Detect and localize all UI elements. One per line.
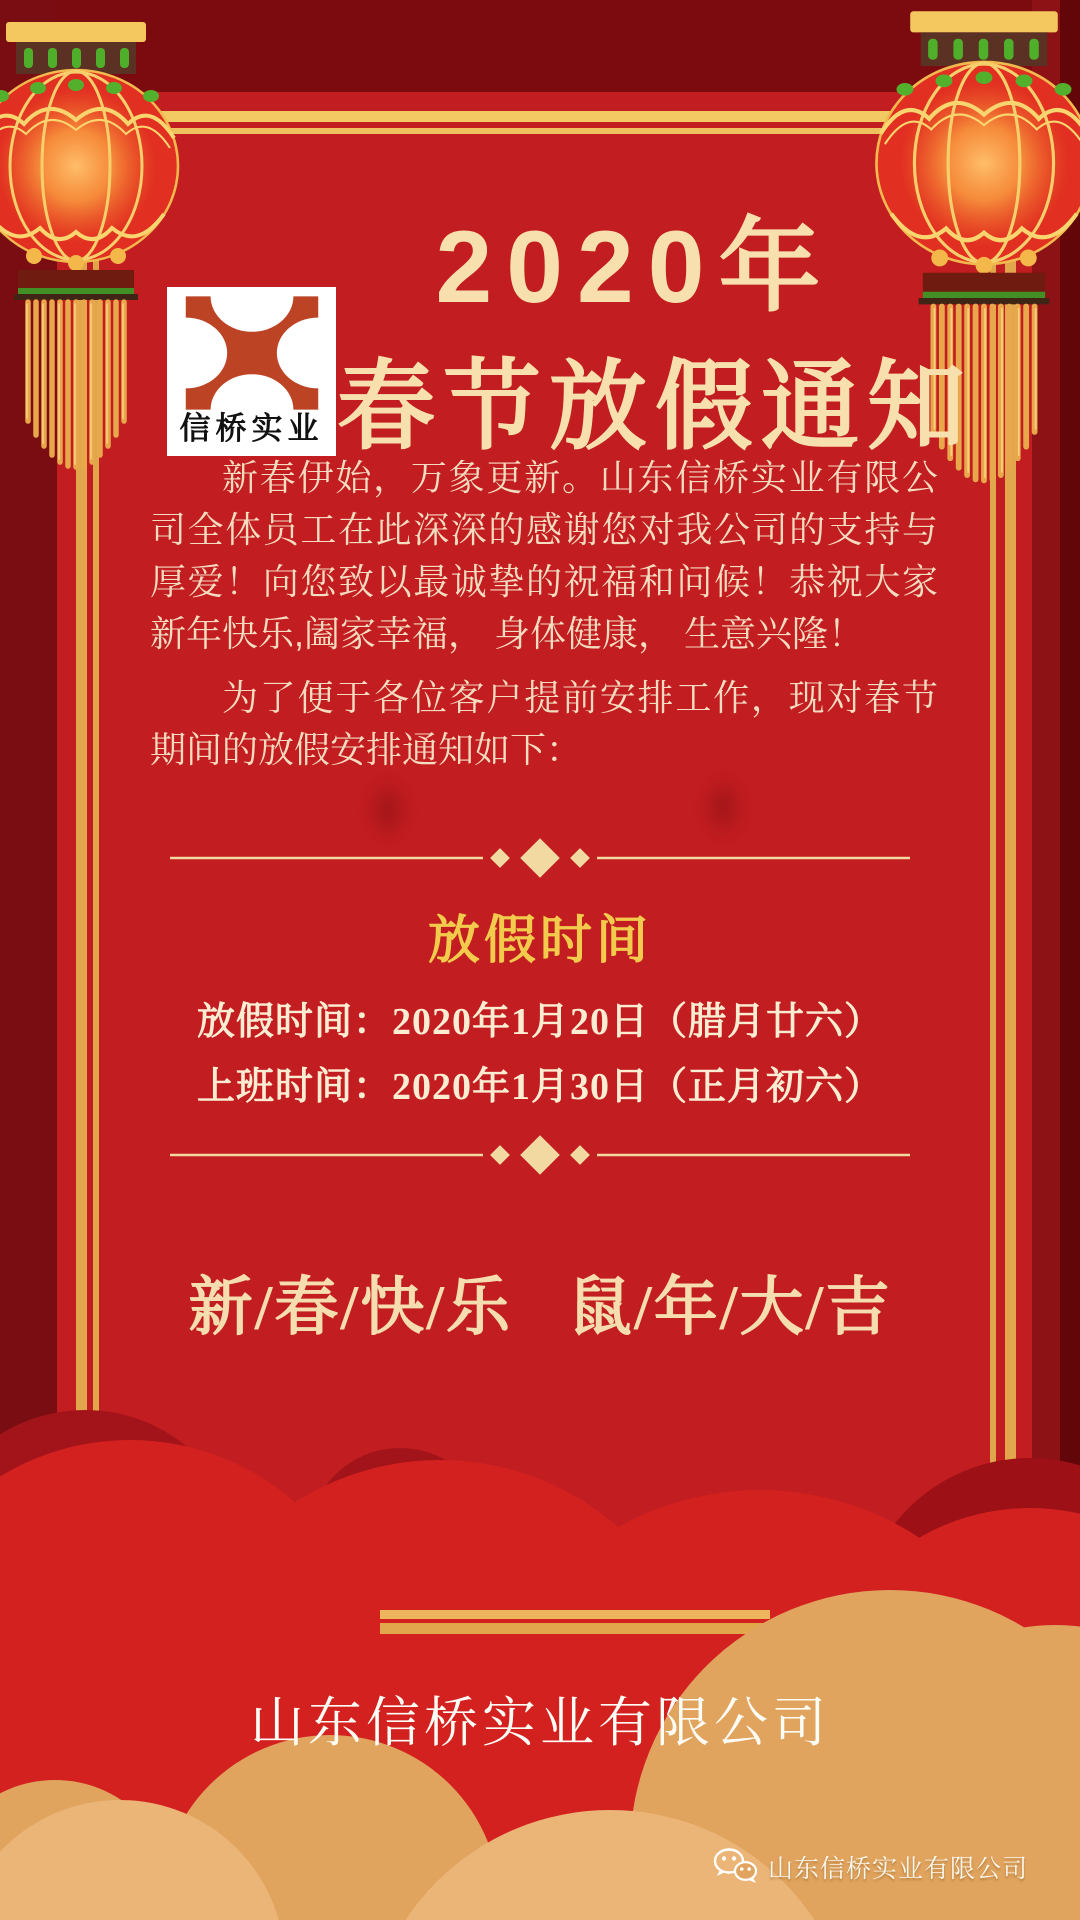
poster-title-year: 2020年 (435, 210, 835, 324)
poster-title-notice: 春节放假通知 (336, 351, 973, 461)
new-year-greeting (0, 1256, 1080, 1348)
greeting-right: 鼠/年/大/吉 (568, 1272, 892, 1343)
logo-text: 信桥实业 (179, 411, 324, 446)
background-spot (365, 778, 411, 842)
background-spot (700, 775, 746, 839)
footer (712, 1846, 1028, 1888)
company-name: 山东信桥实业有限公司 (250, 1693, 830, 1753)
footer-company-label: 山东信桥实业有限公司 (768, 1855, 1029, 1883)
schedule-heading: 放假时间 (427, 913, 652, 970)
greeting-paragraph: 新春伊始，万象更新。山东信桥实业有限公司全体员工在此深深的感谢您对我公司的支持与厚爱！向您致以最诚挚的祝福和问候！恭祝大家新年快乐,阖家幸福， 身体健康， 生意兴隆！ (150, 457, 938, 654)
holiday-start-line: 放假时间：2020年1月20日（腊月廿六） (196, 1001, 883, 1043)
section-divider (170, 838, 910, 878)
work-resume-line: 上班时间：2020年1月30日（正月初六） (196, 1066, 883, 1108)
clouds-decoration (0, 1400, 1080, 1920)
notice-paragraph: 为了便于各位客户提前安排工作，现对春节期间的放假安排通知如下： (150, 677, 938, 770)
wechat-icon (712, 1846, 760, 1888)
schedule-block (0, 990, 1080, 1120)
section-divider (170, 1135, 910, 1175)
greeting-left: 新/春/快/乐 (188, 1272, 512, 1343)
